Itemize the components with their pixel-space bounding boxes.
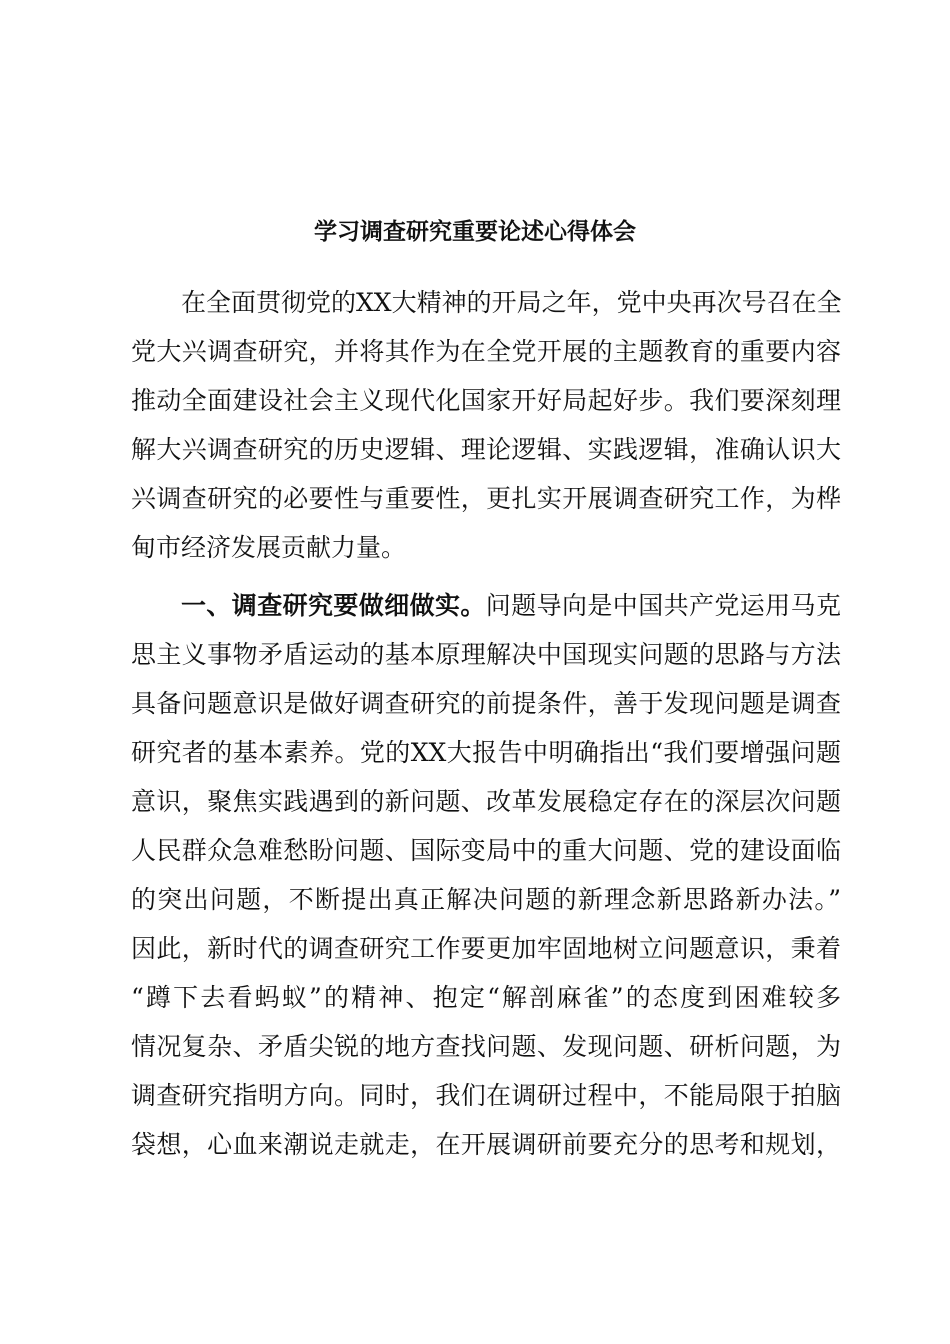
paragraph-2-line-11: 调查研究指明方向。同时，我们在调研过程中，不能局限于拍脑 (131, 1081, 841, 1110)
paragraph-2-line-3: 具备问题意识是做好调查研究的前提条件，善于发现问题是调查 (131, 689, 841, 718)
paragraph-2-line-2: 思主义事物矛盾运动的基本原理解决中国现实问题的思路与方法 (131, 640, 841, 669)
paragraph-1-line-1: 在全面贯彻党的XX大精神的开局之年，党中央再次号召在全 (181, 288, 842, 317)
paragraph-1-line-6: 甸市经济发展贡献力量。 (131, 533, 407, 562)
paragraph-1-line-4: 解大兴调查研究的历史逻辑、理论逻辑、实践逻辑，准确认识大 (131, 435, 841, 464)
paragraph-2-line-10: 情况复杂、矛盾尖锐的地方查找问题、发现问题、研析问题，为 (131, 1032, 841, 1061)
paragraph-2-line-4: 研究者的基本素养。党的XX大报告中明确指出“我们要增强问题 (131, 738, 841, 767)
paragraph-2-line-1 (181, 581, 841, 630)
document-title: 学习调查研究重要论述心得体会 (314, 218, 636, 245)
paragraph-1-line-5: 兴调查研究的必要性与重要性，更扎实开展调查研究工作，为桦 (131, 484, 841, 513)
paragraph-2-line-7: 的突出问题，不断提出真正解决问题的新理念新思路新办法。” (131, 885, 841, 914)
section-heading-1: 一、调查研究要做细做实。 (181, 591, 486, 620)
paragraph-2-line-5: 意识，聚焦实践遇到的新问题、改革发展稳定存在的深层次问题 (131, 787, 841, 816)
paragraph-1-line-3: 推动全面建设社会主义现代化国家开好局起好步。我们要深刻理 (131, 386, 841, 415)
paragraph-2-line-8: 因此，新时代的调查研究工作要更加牢固地树立问题意识，秉着 (131, 934, 841, 963)
paragraph-2-line-12: 袋想，心血来潮说走就走，在开展调研前要充分的思考和规划， (131, 1130, 841, 1159)
paragraph-2-line-1-text: 问题导向是中国共产党运用马克 (485, 591, 841, 620)
paragraph-2-line-6: 人民群众急难愁盼问题、国际变局中的重大问题、党的建设面临 (131, 836, 841, 865)
paragraph-1-line-2: 党大兴调查研究，并将其作为在全党开展的主题教育的重要内容 (131, 337, 841, 366)
paragraph-2-line-9: “蹲下去看蚂蚁”的精神、抱定“解剖麻雀”的态度到困难较多 (131, 983, 841, 1012)
